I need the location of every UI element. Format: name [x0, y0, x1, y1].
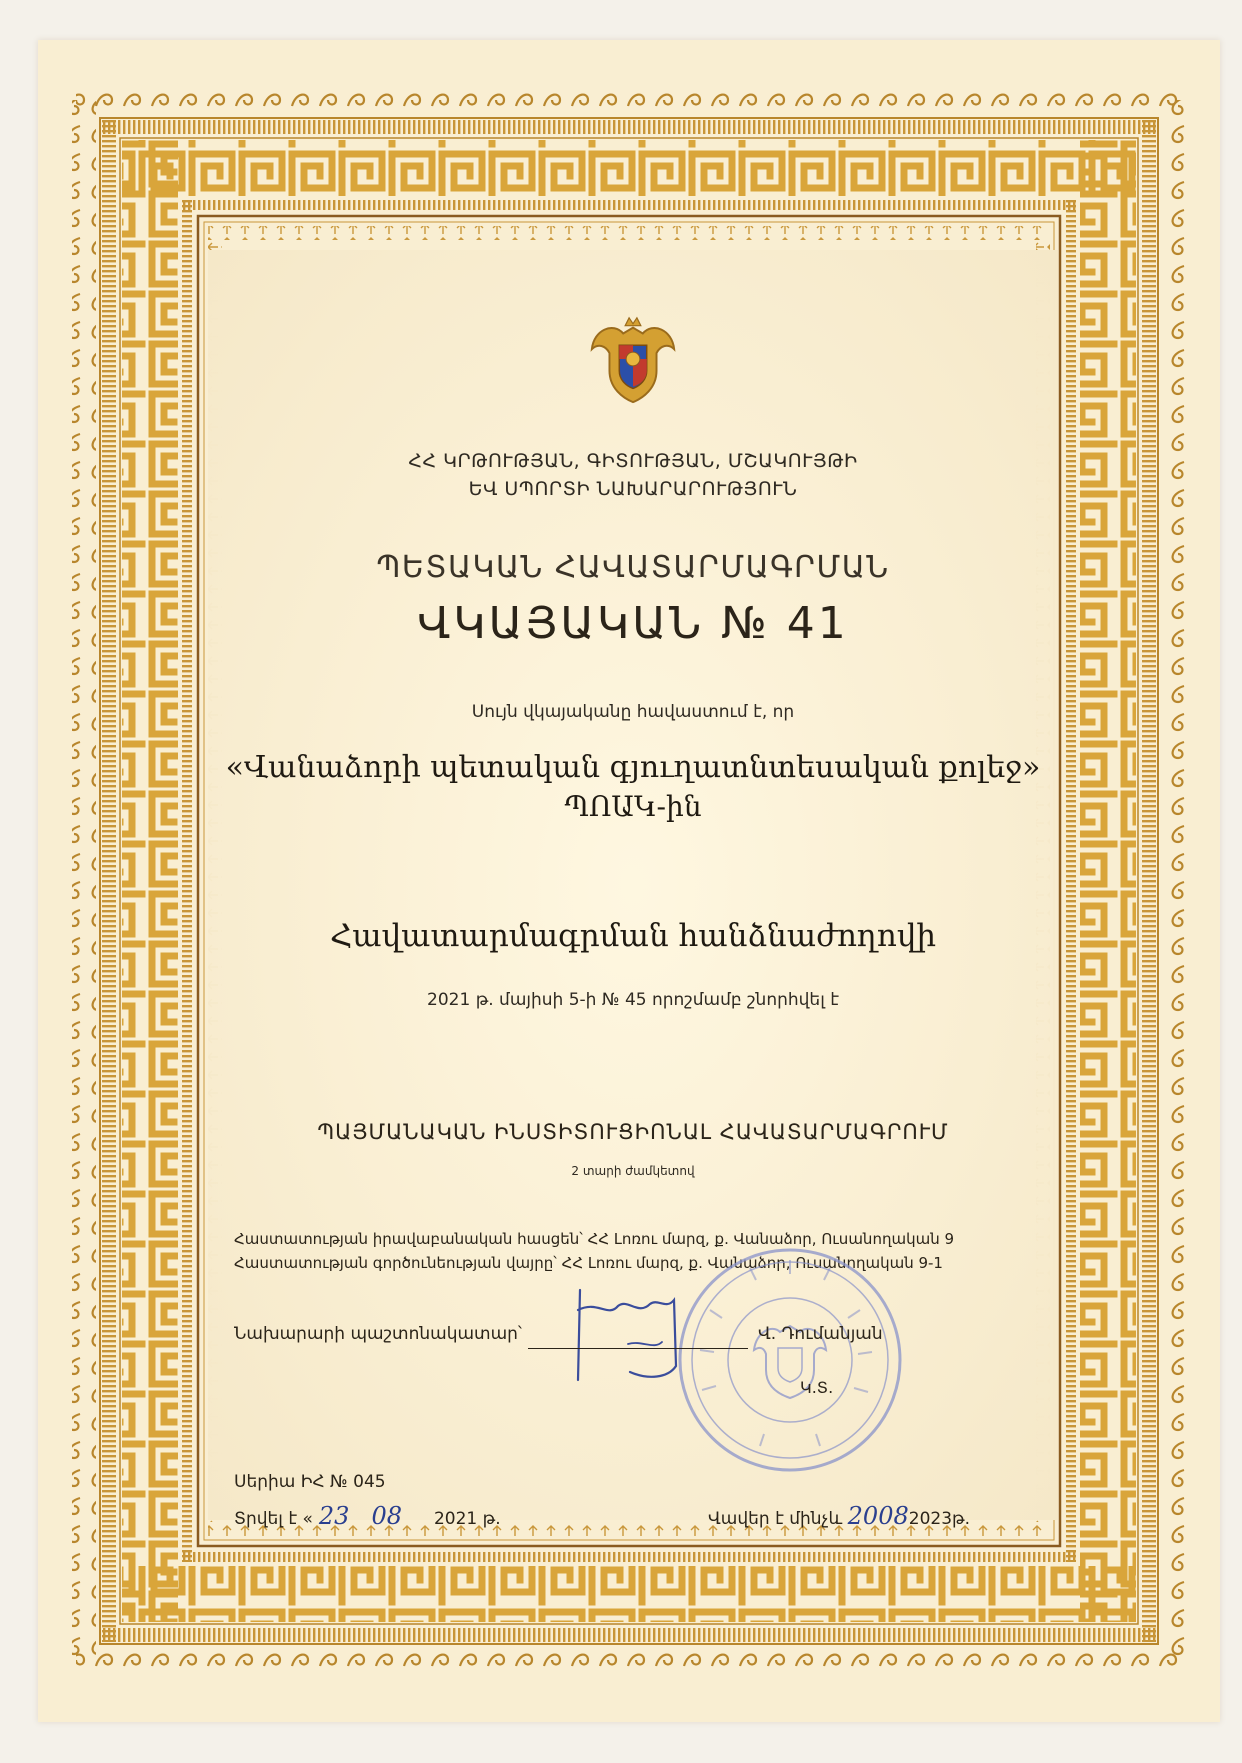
legal-address: Հաստատության իրավաբանական հասցեն՝ ՀՀ Լոռու մարզ, ք. Վանաձոր, Ուսանողական 9	[234, 1230, 955, 1248]
valid-year: 2023թ.	[908, 1509, 970, 1529]
issue-day: 23	[318, 1502, 350, 1530]
certificate-body	[208, 250, 1058, 1530]
issue-year: 2021 թ.	[433, 1509, 501, 1529]
valid-month: 08	[878, 1502, 909, 1530]
issue-date-prefix: Տրվել է «	[234, 1509, 313, 1529]
certificate-paper	[38, 40, 1220, 1722]
valid-until-date	[708, 1502, 970, 1530]
certificate-subtitle: ՊԵՏԱԿԱՆ ՀԱՎԱՏԱՐՄԱԳՐՄԱՆ	[376, 550, 890, 585]
ministry-name-line2: ԵՎ ՍՊՈՐՏԻ ՆԱԽԱՐԱՐՈՒԹՅՈՒՆ	[468, 478, 798, 500]
coat-of-arms-icon	[584, 310, 682, 408]
decision-text: 2021 թ. մայիսի 5-ի № 45 որոշմամբ շնորհվել է	[427, 990, 839, 1010]
certifies-text: Սույն վկայականը հավաստում է, որ	[471, 702, 795, 722]
ministry-name-line1: ՀՀ ԿՐԹՈՒԹՅԱՆ, ԳԻՏՈՒԹՅԱՆ, ՄՇԱԿՈՒՅԹԻ	[408, 450, 858, 472]
signatory-label: Նախարարի պաշտոնակատար՝	[234, 1324, 522, 1344]
certificate-title: ՎԿԱՅԱԿԱՆ № 41	[417, 598, 849, 649]
signature-line	[528, 1348, 748, 1349]
signatory-name: Վ. Դումանյան	[758, 1324, 883, 1344]
organization-name: «Վանաձորի պետական գյուղատնտեսական քոլեջ»	[225, 750, 1041, 785]
issue-month: 08	[371, 1502, 402, 1530]
certificate-series: Սերիա ԻՀ № 045	[234, 1472, 386, 1492]
valid-prefix: Վավեր է մինչև	[708, 1509, 843, 1529]
official-stamp-icon	[670, 1240, 910, 1480]
commission-text: Հավատարմագրման հանձնաժողովի	[329, 918, 937, 954]
issue-date	[234, 1502, 501, 1530]
valid-day: 20	[847, 1502, 879, 1530]
accreditation-type: ՊԱՅՄԱՆԱԿԱՆ ԻՆՍՏԻՏՈՒՑԻՈՆԱԼ ՀԱՎԱՏԱՐՄԱԳՐՈՒՄ	[317, 1120, 949, 1144]
handwritten-signature	[558, 1270, 698, 1390]
organization-type: ՊՈԱԿ-ին	[564, 790, 702, 823]
seal-place-mark: Կ.Տ.	[800, 1378, 834, 1397]
activity-address: Հաստատության գործունեության վայրը՝ ՀՀ Լոռու մարզ, ք. Վանաձոր, Ուսանողական 9-1	[234, 1254, 943, 1272]
accreditation-period: 2 տարի ժամկետով	[571, 1164, 695, 1178]
